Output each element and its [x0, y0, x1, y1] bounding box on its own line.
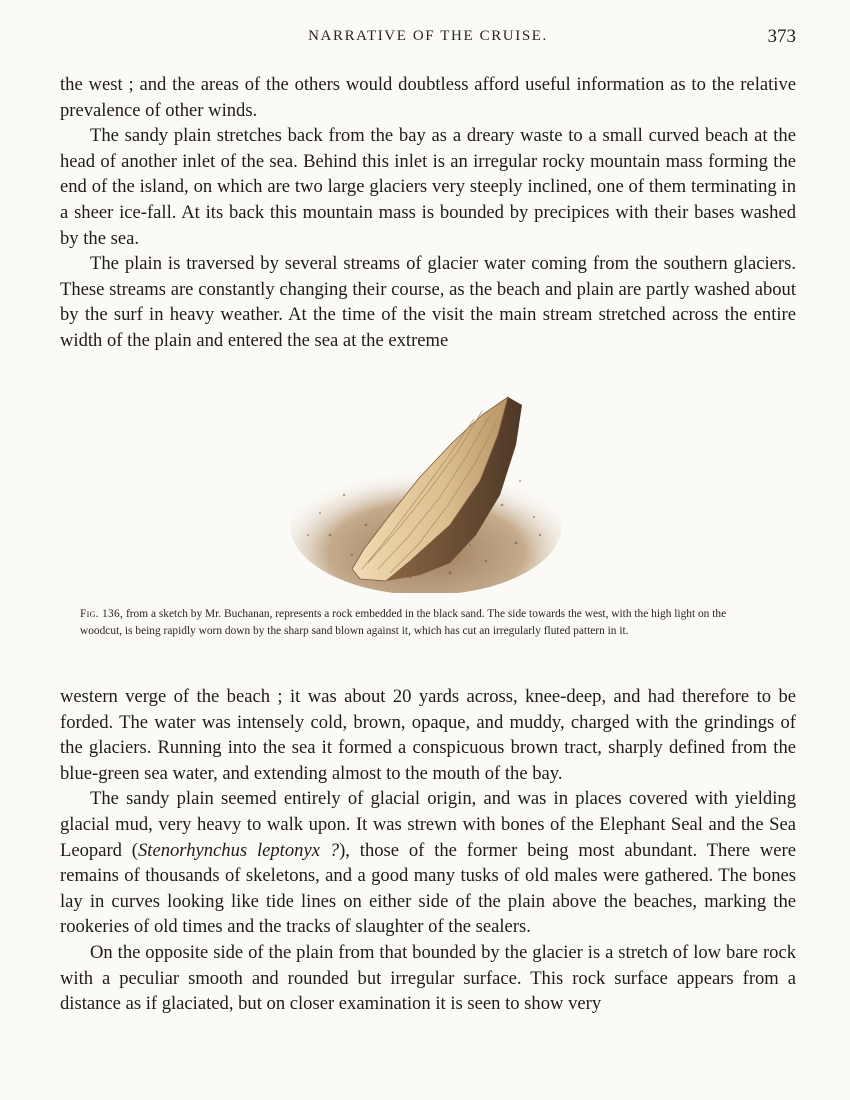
- species-name: Stenorhynchus leptonyx ?: [137, 839, 340, 861]
- paragraph-glacier-streams: The plain is traversed by several streams of glacier water coming from the southern glaciers. These streams are constantly changing their course, as the beach and plain are partly washed about by the surf in heavy weather. At the time of the visit the main stream stretched across the entire width of the plain and entered the sea at the extreme: [60, 253, 796, 351]
- paragraph-sandy-plain: The sandy plain stretches back from the bay as a dreary waste to a small curved beach at the head of another inlet of the sea. Behind this inlet is an irregular rocky mountain mass forming the end of the island, on which are two large glaciers very steeply inclined, one of them terminating in a sheer ice-fall. At its back this mountain mass is bounded by precipices with their bases washed by the sea.: [60, 125, 796, 249]
- page-number: 373: [767, 26, 796, 47]
- figure-caption: [80, 606, 770, 640]
- figure-label: Fig. 136,: [80, 608, 124, 620]
- figure-caption-text: from a sketch by Mr. Buchanan, represents a rock embedded in the black sand. The side towards the west, with the high light on the woodcut, is being rapidly worn down by the sharp sand blown against it, which has cut an irregularly fluted pattern in it.: [80, 608, 727, 637]
- text-block-upper: [60, 72, 796, 354]
- running-head: NARRATIVE OF THE CRUISE.: [308, 28, 548, 44]
- rock-woodcut-illustration: [290, 385, 562, 593]
- paragraph-western-verge: western verge of the beach ; it was about 20 yards across, knee-deep, and had therefore to be forded. The water was intensely cold, brown, opaque, and muddy, charged with the grindings of the glaciers. Running into the sea it formed a conspicuous brown tract, sharply defined from the blue-green sea water, and extending almost to the mouth of the bay.: [60, 686, 796, 784]
- paragraph-continued: the west ; and the areas of the others would doubtless afford useful information as to the relative prevalence of other winds.: [60, 74, 796, 121]
- paragraph-glacial-origin: [60, 786, 796, 940]
- glacial-origin-text-start: The sandy plain seemed entirely of glacial origin, and was in places covered with yielding glacial mud, very heavy to walk upon. It was strewn with bones of the Elephant Seal and the Sea Leopard (: [60, 788, 796, 861]
- page-header: [60, 28, 796, 54]
- glacial-origin-text-end: ), those of the former being most abundant. There were remains of thousands of skeletons, and a good many tusks of old males were gathered. The bones lay in curves looking like tide lines on either side of the plain above the beaches, marking the rookeries of old times and the tracks of slaughter of the sealers.: [60, 839, 796, 938]
- paragraph-bare-rock: On the opposite side of the plain from that bounded by the glacier is a stretch of low bare rock with a peculiar smooth and rounded but irregular surface. This rock surface appears from a distance as if glaciated, but on closer examination it is seen to show very: [60, 941, 796, 1015]
- text-block-lower: [60, 684, 796, 1017]
